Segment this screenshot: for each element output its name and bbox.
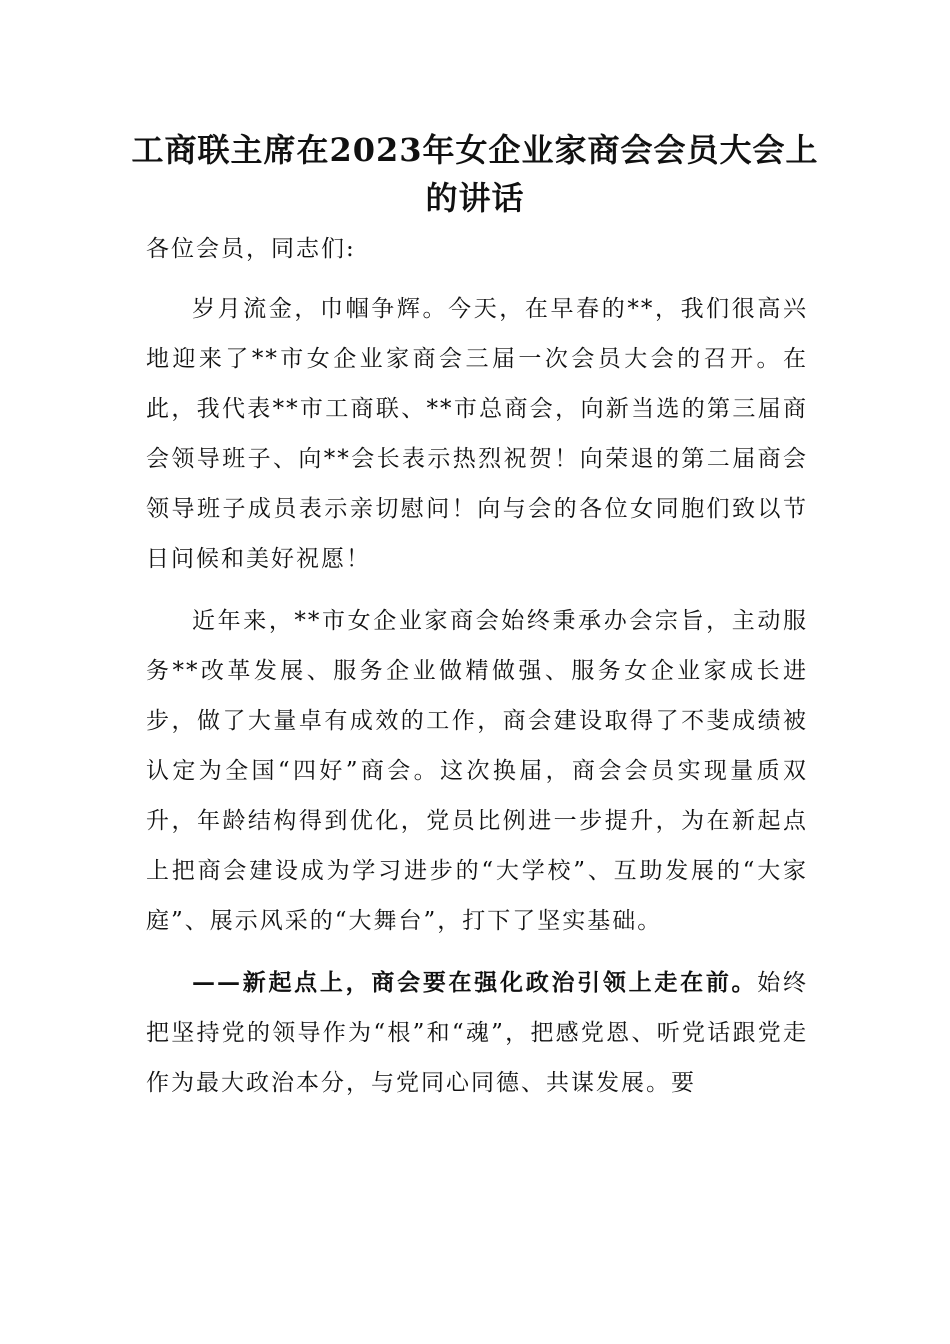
document-title: 工商联主席在2023年女企业家商会会员大会上的讲话	[131, 131, 819, 217]
paragraph-opening: 岁月流金，巾帼争辉。今天，在早春的**，我们很高兴地迎来了**市女企业家商会三届一次会员大会的召开。在此，我代表**市工商联、**市总商会，向新当选的第三届商会领导班子、向**会长表示热烈祝贺！向荣退的第二届商会领导班子成员表示亲切慰问！向与会的各位女同胞们致以节日问候和美好祝愿！	[146, 296, 808, 572]
paragraph-body-text: 始终把坚持党的领导作为“根”和“魂”，把感党恩、听党话跟党走作为最大政治本分，与党同心同德、共谋发展。要	[146, 970, 809, 1096]
paragraph-lead-heading: ——新起点上，商会要在强化政治引领上走在前。	[192, 969, 758, 996]
paragraph-political-guidance	[146, 958, 808, 1108]
paragraph-achievements: 近年来，**市女企业家商会始终秉承办会宗旨，主动服务**改革发展、服务企业做精做强、服务女企业家成长进步，做了大量卓有成效的工作，商会建设取得了不斐成绩被认定为全国“四好”商会。这次换届，商会会员实现量质双升，年龄结构得到优化，党员比例进一步提升，为在新起点上把商会建设成为学习进步的“大学校”、互助发展的“大家庭”、展示风采的“大舞台”，打下了坚实基础。	[146, 608, 808, 934]
salutation: 各位会员，同志们:	[146, 236, 356, 262]
document-body	[146, 224, 808, 1108]
